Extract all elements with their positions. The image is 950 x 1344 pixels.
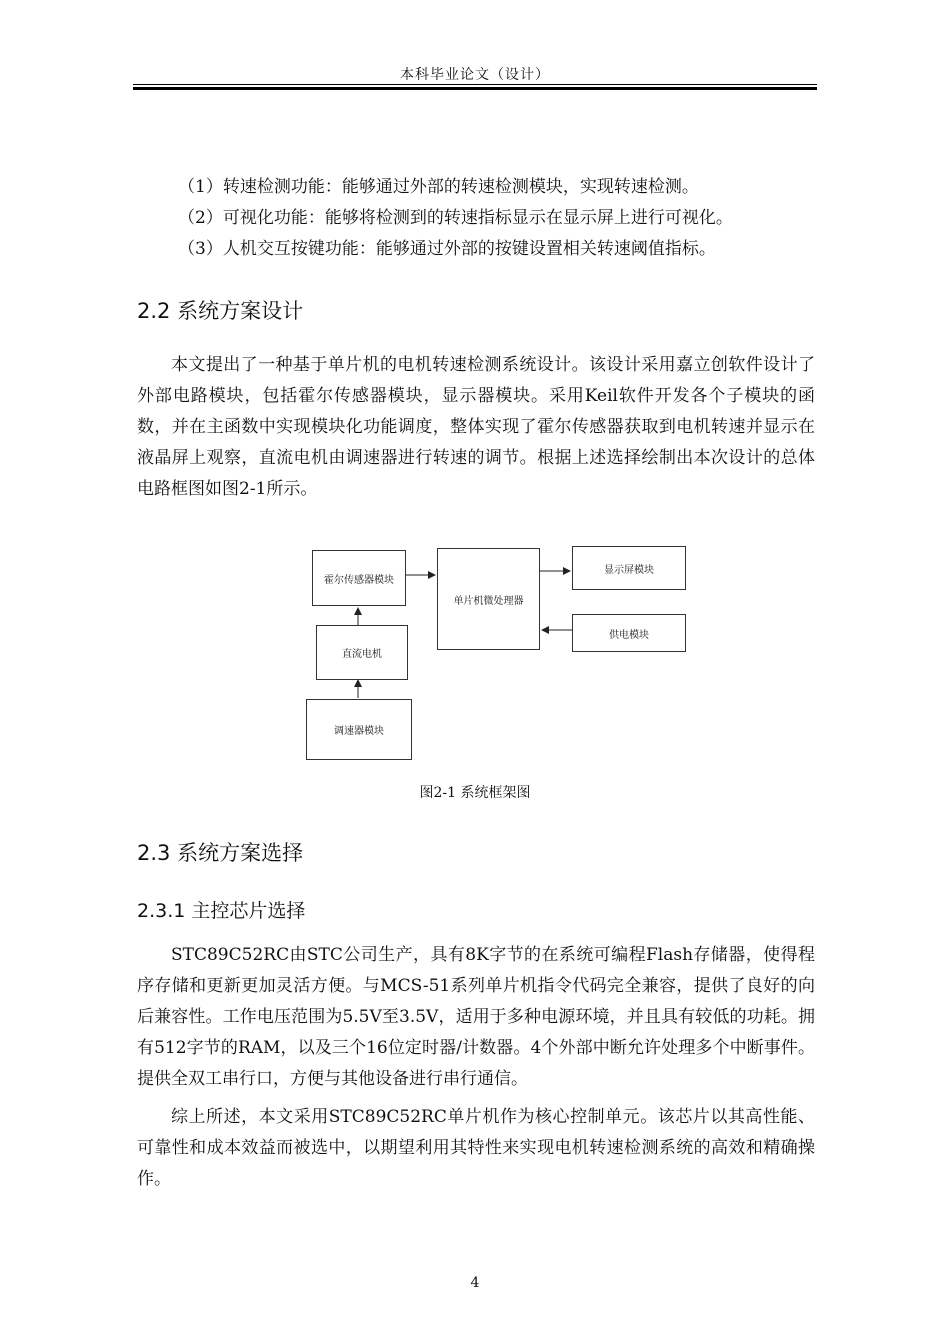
dc-motor-box: 直流电机 (316, 625, 408, 680)
speed-controller-module-box: 调速器模块 (306, 699, 412, 760)
page-number: 4 (470, 1275, 480, 1291)
figure-caption: 图2-1 系统框架图 (419, 785, 531, 801)
power-module-box: 供电模块 (572, 614, 686, 652)
section-heading-2-2: 2.2 系统方案设计 (137, 299, 304, 323)
header-divider-thin (133, 84, 817, 85)
header-title: 本科毕业论文（设计） (400, 67, 550, 83)
section-heading-2-3: 2.3 系统方案选择 (137, 841, 304, 865)
section-2-2-paragraph: 本文提出了一种基于单片机的电机转速检测系统设计。该设计采用嘉立创软件设计了外部电路模块，包括霍尔传感器模块，显示器模块。采用Keil软件开发各个子模块的函数，并在主函数中实现模块化功能调度，整体实现了霍尔传感器获取到电机转速并显示在液晶屏上观察，直流电机由调速器进行转速的调节。根据上述选择绘制出本次设计的总体电路框图如图2-1所示。 (137, 355, 815, 499)
section-heading-2-3-1: 2.3.1 主控芯片选择 (137, 900, 306, 922)
mcu-box: 单片机微处理器 (437, 548, 540, 650)
section-2-3-1-paragraph-2: 综上所述，本文采用STC89C52RC单片机作为核心控制单元。该芯片以其高性能、可靠性和成本效益而被选中，以期望利用其特性来实现电机转速检测系统的高效和精确操作。 (137, 1107, 815, 1189)
function-item-speed-detection: （1）转速检测功能：能够通过外部的转速检测模块，实现转速检测。 (178, 177, 699, 197)
header-divider-thick (133, 87, 817, 90)
hall-sensor-module-box: 霍尔传感器模块 (312, 550, 406, 606)
section-2-3-1-paragraph-1: STC89C52RC由STC公司生产，具有8K字节的在系统可编程Flash存储器，使得程序存储和更新更加灵活方便。与MCS-51系列单片机指令代码完全兼容，提供了良好的向后兼容性。工作电压范围为5.5V至3.5V，适用于多种电源环境，并且具有较低的功耗。拥有512字节的RAM，以及三个16位定时器/计数器。4个外部中断允许处理多个中断事件。提供全双工串行口，方便与其他设备进行串行通信。 (137, 945, 815, 1089)
function-item-visualization: （2）可视化功能：能够将检测到的转速指标显示在显示屏上进行可视化。 (178, 208, 733, 228)
function-item-human-interaction: （3）人机交互按键功能：能够通过外部的按键设置相关转速阈值指标。 (178, 239, 716, 259)
display-module-box: 显示屏模块 (572, 546, 686, 590)
system-block-diagram (300, 540, 700, 765)
